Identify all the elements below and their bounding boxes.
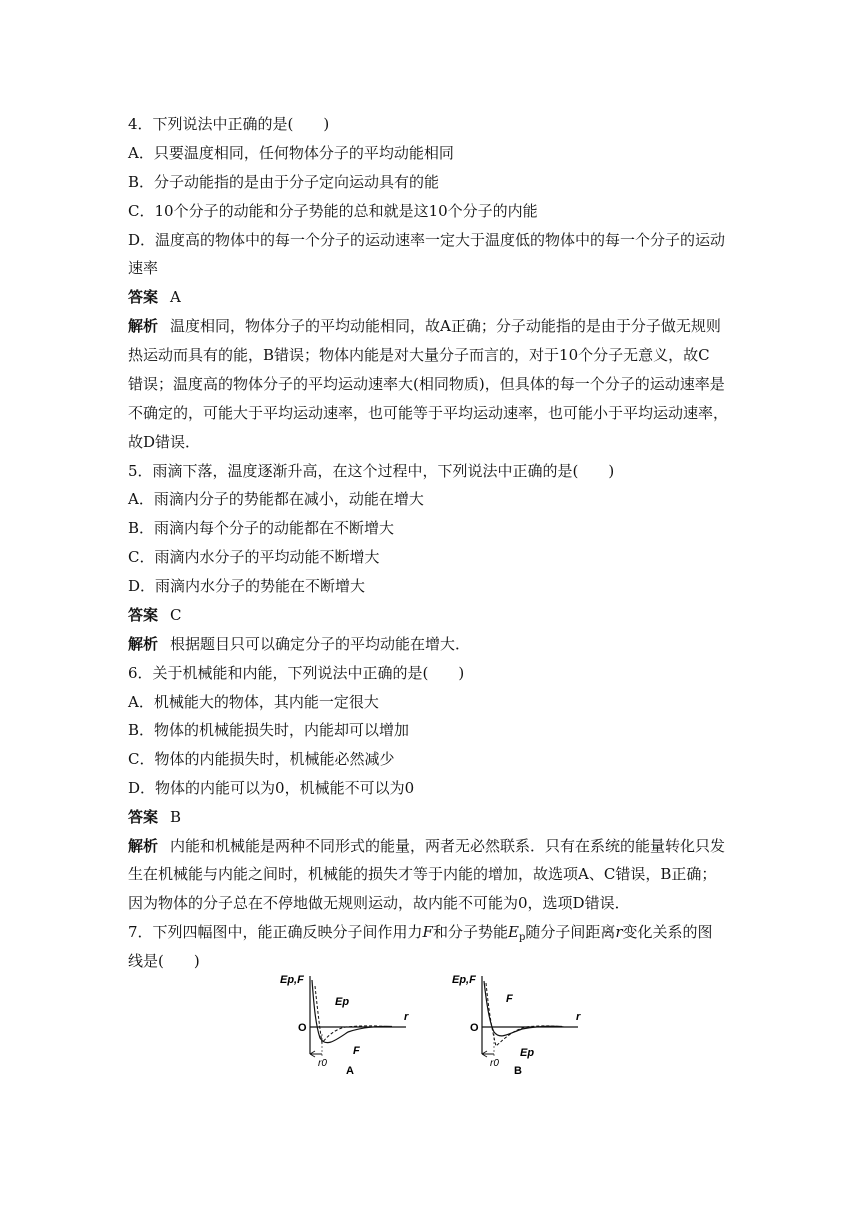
answer-label: 答案 xyxy=(128,288,159,306)
answer-value: A xyxy=(170,288,181,306)
origin-label: O xyxy=(470,1022,479,1034)
r0-label: r0 xyxy=(490,1058,499,1069)
figure-label: A xyxy=(346,1065,354,1077)
q4-answer xyxy=(128,287,181,307)
q7-stem-part: 和分子势能 xyxy=(432,923,508,941)
x-axis-label: r xyxy=(404,1011,409,1023)
analysis-label: 解析 xyxy=(128,317,159,335)
analysis-text: 根据题目只可以确定分子的平均动能在增大． xyxy=(170,635,471,653)
q6-stem: 6．关于机械能和内能，下列说法中正确的是( ) xyxy=(128,664,465,682)
q7-stem xyxy=(128,922,713,948)
q7-stem-var: r xyxy=(615,923,623,941)
q4-analysis-5: 故D错误． xyxy=(128,433,201,451)
y-axis-label: Ep,F xyxy=(280,974,304,986)
q7-stem-var: E xyxy=(507,923,519,941)
q5-answer xyxy=(128,605,182,625)
answer-label: 答案 xyxy=(128,808,159,826)
q4-option-d: D．温度高的物体中的每一个分子的运动速率一定大于温度低的物体中的每一个分子的运动 xyxy=(128,231,726,249)
q7-stem-var: F xyxy=(422,923,433,941)
figure-label: B xyxy=(514,1065,522,1077)
q4-option-b: B．分子动能指的是由于分子定向运动具有的能 xyxy=(128,173,440,191)
curve-label: Ep xyxy=(335,996,350,1008)
q5-option-d: D．雨滴内水分子的势能在不断增大 xyxy=(128,577,366,595)
analysis-text: 内能和机械能是两种不同形式的能量，两者无必然联系．只有在系统的能量转化只发 xyxy=(170,837,726,855)
q5-analysis xyxy=(128,634,470,654)
figure-a xyxy=(280,968,410,1084)
analysis-label: 解析 xyxy=(128,635,159,653)
q6-option-c: C．物体的内能损失时，机械能必然减少 xyxy=(128,750,395,768)
answer-label: 答案 xyxy=(128,606,159,624)
curve-label: F xyxy=(353,1045,360,1057)
q4-option-d-cont: 速率 xyxy=(128,259,159,277)
q6-analysis-2: 生在机械能与内能之间时，机械能的损失才等于内能的增加，故选项A、C错误，B正确； xyxy=(128,865,717,883)
q4-option-a: A．只要温度相同，任何物体分子的平均动能相同 xyxy=(128,144,454,162)
q4-analysis-2: 热运动而具有的能，B错误；物体内能是对大量分子而言的，对于10个分子无意义，故C xyxy=(128,346,710,364)
y-axis-label: Ep,F xyxy=(452,974,476,986)
q4-stem: 4．下列说法中正确的是( ) xyxy=(128,115,330,133)
curve-label: F xyxy=(506,993,513,1005)
q6-option-b: B．物体的机械能损失时，内能却可以增加 xyxy=(128,721,410,739)
figure-b xyxy=(452,968,582,1084)
analysis-text: 温度相同，物体分子的平均动能相同，故A正确；分子动能指的是由于分子做无规则 xyxy=(170,317,721,335)
q4-option-c: C．10个分子的动能和分子势能的总和就是这10个分子的内能 xyxy=(128,202,538,220)
q5-option-b: B．雨滴内每个分子的动能都在不断增大 xyxy=(128,519,395,537)
q5-stem: 5．雨滴下落，温度逐渐升高，在这个过程中，下列说法中正确的是( ) xyxy=(128,462,615,480)
q4-analysis-3: 错误；温度高的物体分子的平均运动速率大(相同物质)，但具体的每一个分子的运动速率是 xyxy=(128,375,725,393)
q4-analysis-1 xyxy=(128,316,721,336)
q7-stem-part: 变化关系的图 xyxy=(622,923,713,941)
r0-label: r0 xyxy=(318,1058,327,1069)
q7-stem-cont: 线是( ) xyxy=(128,952,200,970)
answer-value: C xyxy=(170,606,182,624)
q6-analysis-1 xyxy=(128,836,725,856)
q6-option-d: D．物体的内能可以为0，机械能不可以为0 xyxy=(128,779,415,797)
q5-option-a: A．雨滴内分子的势能都在减小，动能在增大 xyxy=(128,490,424,508)
q7-stem-part: 7．下列四幅图中，能正确反映分子间作用力 xyxy=(128,923,423,941)
analysis-label: 解析 xyxy=(128,837,159,855)
answer-value: B xyxy=(170,808,182,826)
q5-option-c: C．雨滴内水分子的平均动能不断增大 xyxy=(128,548,380,566)
origin-label: O xyxy=(298,1022,307,1034)
q7-stem-part: 随分子间距离 xyxy=(525,923,616,941)
q7-stem-sub: p xyxy=(518,932,526,943)
q6-answer xyxy=(128,807,181,827)
x-axis-label: r xyxy=(576,1011,581,1023)
q6-option-a: A．机械能大的物体，其内能一定很大 xyxy=(128,693,379,711)
curve-label: Ep xyxy=(520,1047,535,1059)
q6-analysis-3: 因为物体的分子总在不停地做无规则运动，故内能不可能为0，选项D错误． xyxy=(128,894,630,912)
q4-analysis-4: 不确定的，可能大于平均运动速率，也可能等于平均运动速率，也可能小于平均运动速率， xyxy=(128,404,729,422)
